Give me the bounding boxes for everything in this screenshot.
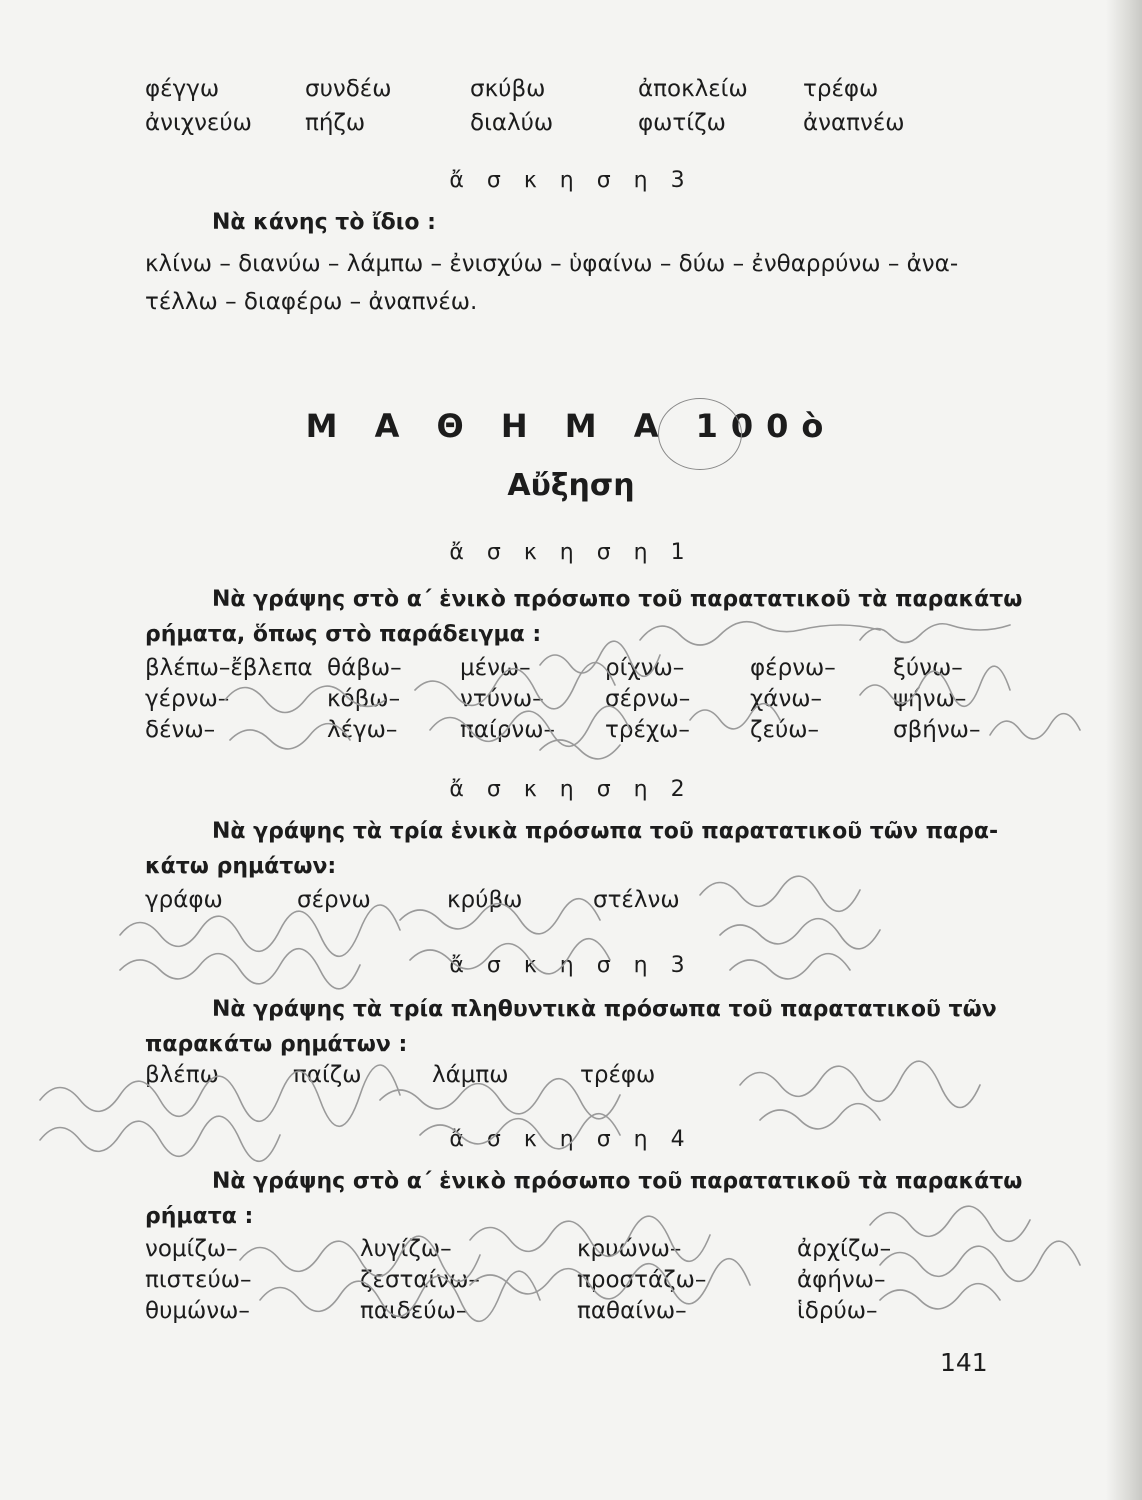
verb: ντύνω– — [460, 686, 544, 712]
word: ἀνιχνεύω — [145, 110, 252, 136]
verb: παιδεύω– — [360, 1298, 468, 1324]
exercise-instruction: παρακάτω ρημάτων : — [145, 1032, 408, 1057]
verb: φέρνω– — [750, 655, 836, 681]
exercise-instruction: ρήματα, ὅπως στὸ παράδειγμα : — [145, 622, 542, 647]
word: τρέφω — [803, 76, 879, 102]
verb: κόβω– — [327, 686, 401, 712]
exercise-title: ἄ σ κ η σ η 2 — [449, 777, 693, 802]
exercise-instruction: Νὰ γράψης τὰ τρία πληθυντικὰ πρόσωπα τοῦ παρατατικοῦ τῶν — [212, 997, 997, 1022]
verb: γέρνω– — [145, 686, 230, 712]
exercise-text-line: τέλλω – διαφέρω – ἀναπνέω. — [145, 289, 478, 315]
word: φέγγω — [145, 76, 220, 102]
verb: χάνω– — [750, 686, 823, 712]
word: σκύβω — [470, 76, 546, 102]
verb: βλέπω–ἔβλεπα — [145, 655, 313, 681]
verb: ζεσταίνω– — [360, 1267, 480, 1293]
verb: λάμπω — [432, 1062, 509, 1088]
verb: παθαίνω– — [577, 1298, 687, 1324]
verb: ξύνω– — [893, 655, 963, 681]
verb: γράφω — [145, 887, 223, 913]
verb: μένω– — [460, 655, 531, 681]
exercise-instruction: Νὰ κάνης τὸ ἴδιο : — [212, 210, 436, 235]
lesson-subtitle: Αὔξηση — [507, 468, 635, 503]
verb: στέλνω — [593, 887, 680, 913]
word: διαλύω — [470, 110, 554, 136]
verb: βλέπω — [145, 1062, 219, 1088]
exercise-instruction: Νὰ γράψης στὸ α΄ ἑνικὸ πρόσωπο τοῦ παρατατικοῦ τὰ παρακάτω — [212, 1169, 1023, 1194]
verb: ρίχνω– — [605, 655, 685, 681]
word: συνδέω — [305, 76, 392, 102]
word: πήζω — [305, 110, 366, 136]
verb: ἱδρύω– — [797, 1298, 878, 1324]
exercise-instruction: Νὰ γράψης τὰ τρία ἑνικὰ πρόσωπα τοῦ παρατατικοῦ τῶν παρα- — [212, 819, 999, 844]
verb: σέρνω– — [605, 686, 691, 712]
verb: θάβω– — [327, 655, 402, 681]
exercise-title: ἄ σ κ η σ η 1 — [449, 540, 693, 565]
verb: πιστεύω– — [145, 1267, 252, 1293]
word: ἀποκλείω — [638, 76, 748, 102]
exercise-title: ἄ σ κ η σ η 4 — [449, 1127, 693, 1152]
verb: προστάζω– — [577, 1267, 707, 1293]
exercise-instruction: κάτω ρημάτων: — [145, 854, 337, 879]
lesson-title: Μ Α Θ Η Μ Α 100ὸ — [305, 407, 837, 445]
word: φωτίζω — [638, 110, 726, 136]
verb: ἀρχίζω– — [797, 1236, 892, 1262]
verb: νομίζω– — [145, 1236, 238, 1262]
verb: ἀφήνω– — [797, 1267, 886, 1293]
verb: σβήνω– — [893, 717, 981, 743]
verb: θυμώνω– — [145, 1298, 250, 1324]
verb: ψήνω– — [893, 686, 967, 712]
verb: τρέχω– — [605, 717, 690, 743]
verb: σέρνω — [297, 887, 371, 913]
word: ἀναπνέω — [803, 110, 905, 136]
exercise-instruction: Νὰ γράψης στὸ α΄ ἑνικὸ πρόσωπο τοῦ παρατατικοῦ τὰ παρακάτω — [212, 587, 1023, 612]
verb: ζεύω– — [750, 717, 820, 743]
exercise-title: ἄ σ κ η σ η 3 — [449, 953, 693, 978]
verb: δένω– — [145, 717, 216, 743]
exercise-instruction: ρήματα : — [145, 1204, 254, 1229]
verb: τρέφω — [580, 1062, 656, 1088]
verb: παίρνω– — [460, 717, 555, 743]
page-number: 141 — [940, 1348, 988, 1377]
verb: κρυώνω– — [577, 1236, 682, 1262]
exercise-title: ἄ σ κ η σ η 3 — [449, 168, 693, 193]
verb: λέγω– — [327, 717, 398, 743]
verb: κρύβω — [447, 887, 523, 913]
verb: λυγίζω– — [360, 1236, 452, 1262]
verb: παίζω — [293, 1062, 362, 1088]
exercise-text-line: κλίνω – διανύω – λάμπω – ἐνισχύω – ὑφαίνω – δύω – ἐνθαρρύνω – ἀνα- — [145, 251, 959, 277]
